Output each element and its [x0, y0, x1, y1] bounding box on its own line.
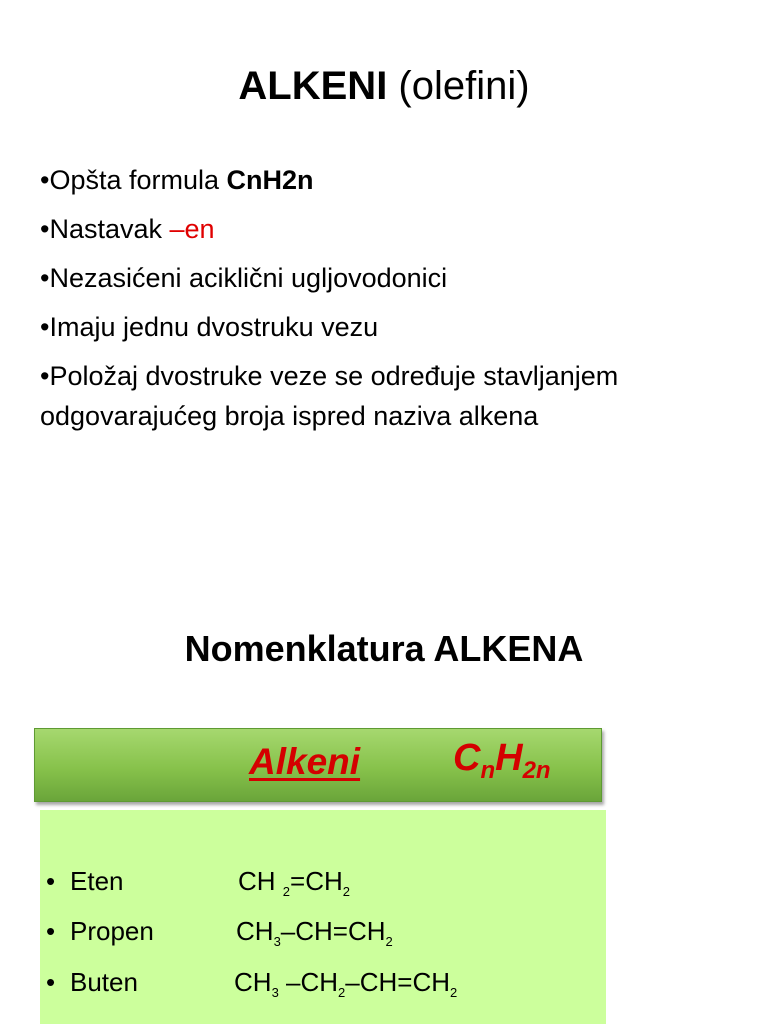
nomenclature-title: Nomenklatura ALKENA: [184, 628, 584, 669]
bullet-position: •Položaj dvostruke veze se određuje stavljanjem odgovarajućeg broja ispred naziva alkena: [40, 361, 619, 431]
bullet-list: [40, 160, 740, 445]
alkene-name: Propen: [70, 916, 154, 946]
title-bold: ALKENI: [238, 64, 388, 108]
alkeni-header-bar: [34, 728, 602, 802]
slide-title: [0, 60, 768, 112]
title-rest: (olefini): [387, 64, 530, 108]
bar-general-formula: $C_nH_{2n}$: [453, 737, 551, 784]
alkene-formula: $CH_3-CH=CH_2$: [236, 916, 393, 949]
alkene-formula: $CH_3$ $-CH_2-CH=CH_2$: [234, 967, 458, 1000]
alkene-list: • Eten CH $_2=CH_2$ • Propen $CH_3-CH=CH_2$ • Buten $CH_3$ $-CH_2-CH=CH_2$: [40, 810, 606, 1024]
alkene-formula: CH $_2=CH_2$: [238, 866, 350, 899]
bullet-suffix: •Nastavak –en: [40, 214, 215, 244]
bullet-double-bond: •Imaju jednu dvostruku vezu: [40, 312, 379, 342]
bullet-general-formula: •Opšta formula CnH2n: [40, 165, 314, 195]
alkene-name: Buten: [70, 967, 138, 997]
bullet-unsaturated: •Nezasićeni aciklični ugljovodonici: [40, 263, 448, 293]
bar-alkeni-label: Alkeni: [249, 741, 361, 782]
alkene-name: Eten: [70, 866, 124, 896]
